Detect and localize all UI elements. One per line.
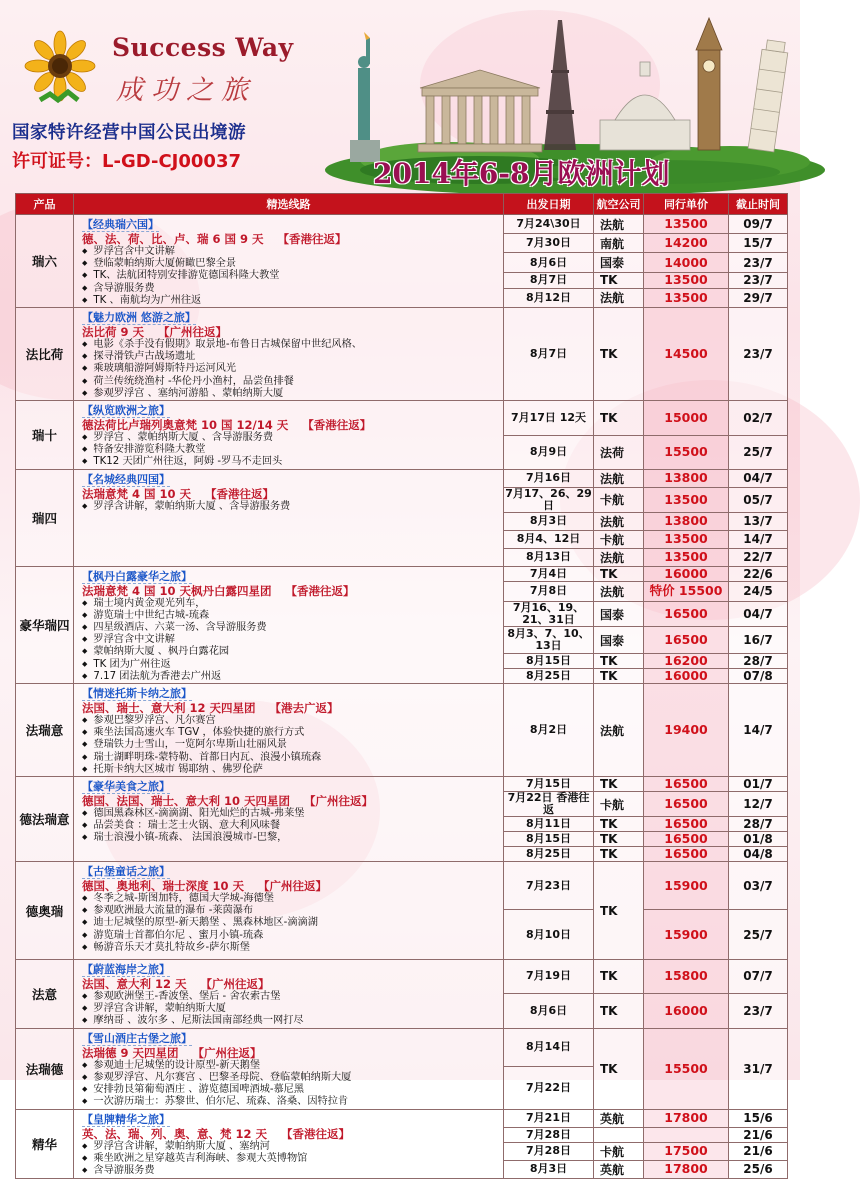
- deadline-cell: 23/7: [729, 308, 788, 401]
- route-highlight-item: ◆ 7.17 团法航为香港去广州返: [82, 671, 497, 683]
- route-highlight-item: ◆ TK12 天团广州往返，阿姆 -罗马不走回头: [82, 456, 497, 468]
- route-highlight-item: ◆ 游览瑞士首都伯尔尼 、蜜月小镇-琉森: [82, 930, 497, 942]
- table-header-row: [16, 194, 788, 215]
- departure-date: 7月4日: [504, 566, 594, 581]
- deadline-cell: 31/7: [729, 1028, 788, 1109]
- departure-date: 8月12日: [504, 288, 594, 307]
- price-cell: 16200: [644, 653, 729, 668]
- header-airline: 航空公司: [594, 194, 644, 215]
- departure-date: 8月11日: [504, 817, 594, 832]
- header-route: 精选线路: [74, 194, 504, 215]
- deadline-cell: 14/7: [729, 684, 788, 777]
- route-title-text: 法瑞意梵 4 国 10 天枫丹白露四星团: [82, 583, 272, 598]
- route-cell: [74, 1028, 504, 1109]
- departure-date: 7月19日: [504, 960, 594, 994]
- route-cell: [74, 401, 504, 470]
- route-highlight-item: ◆ 参观罗浮宫、凡尔赛宫 、巴黎圣母院、登临蒙帕纳斯大厦: [82, 1072, 497, 1084]
- airline-cell: 国泰: [594, 602, 644, 627]
- table-row: [16, 566, 788, 581]
- route-highlight-item: ◆ 特备安排游览科隆大教堂: [82, 444, 497, 456]
- deadline-cell: 14/7: [729, 530, 788, 548]
- airline-cell: TK: [594, 960, 644, 994]
- departure-date: 8月6日: [504, 993, 594, 1028]
- route-highlight-item: ◆ 安排勃艮第葡萄酒庄 、游览德国啤酒城-慕尼黑: [82, 1084, 497, 1096]
- price-cell: 14500: [644, 308, 729, 401]
- route-highlight-item: ◆ 四星级酒店、六菜一汤、含导游服务费: [82, 622, 497, 634]
- route-highlight-item: ◆ 参观欧洲堡王-香波堡、堡后 - 舍农索古堡: [82, 991, 497, 1003]
- sunflower-logo-icon: [20, 30, 100, 110]
- departure-date: 7月17日 12天: [504, 401, 594, 436]
- price-cell: 13800: [644, 512, 729, 530]
- deadline-cell: 01/8: [729, 832, 788, 847]
- route-highlights: [82, 893, 497, 954]
- departure-date: 8月9日: [504, 435, 594, 469]
- airline-cell: TK: [594, 272, 644, 288]
- route-highlight-item: ◆ 一次游历瑞士：苏黎世、伯尔尼、琉森、洛桑、因特拉肯: [82, 1096, 497, 1108]
- airline-cell: TK: [594, 862, 644, 960]
- table-row: [16, 684, 788, 777]
- product-cell: 德法瑞意: [16, 777, 74, 862]
- deadline-cell: 04/7: [729, 469, 788, 487]
- route-title-text: 德国、奥地利、瑞士深度 10 天: [82, 879, 245, 894]
- deadline-cell: 22/6: [729, 566, 788, 581]
- deadline-cell: 09/7: [729, 215, 788, 234]
- route-title-text: 英、法、瑞、列、奥、意、梵 12 天: [82, 1126, 268, 1141]
- route-title: [82, 487, 497, 501]
- route-departure: 【广州往返】: [192, 1045, 262, 1060]
- route-badge: 【名城经典四国】: [82, 472, 170, 486]
- route-highlight-item: ◆ 探寻滑铁卢古战场遗址: [82, 351, 497, 363]
- price-cell: 19400: [644, 684, 729, 777]
- route-highlight-item: ◆ 参观欧洲最大流量的瀑布 -莱茵瀑布: [82, 905, 497, 917]
- deadline-cell: 28/7: [729, 653, 788, 668]
- price-cell: 15900: [644, 910, 729, 960]
- route-highlight-item: ◆ 参观迪士尼城堡的设计原型-新天鹅堡: [82, 1060, 497, 1072]
- deadline-cell: 24/5: [729, 581, 788, 601]
- price-cell: 14000: [644, 253, 729, 272]
- departure-date: 7月30日: [504, 234, 594, 253]
- deadline-cell: 15/6: [729, 1109, 788, 1127]
- route-cell: [74, 862, 504, 960]
- route-departure: 【香港往返】: [302, 418, 372, 433]
- plan-title: 2014年6-8月欧洲计划: [373, 157, 670, 190]
- deadline-cell: 12/7: [729, 792, 788, 817]
- route-badge: 【情迷托斯卡纳之旅】: [82, 687, 192, 701]
- product-cell: 德奥瑞: [16, 862, 74, 960]
- price-cell: 15900: [644, 862, 729, 910]
- route-highlight-item: ◆ 瑞士湖畔明珠-蒙特勒、首都日内瓦、浪漫小镇琉森: [82, 752, 497, 764]
- deadline-cell: 29/7: [729, 288, 788, 307]
- route-cell: [74, 1109, 504, 1178]
- route-highlight-item: ◆ 乘玻璃船游阿姆斯特丹运河风光: [82, 363, 497, 375]
- route-highlights: [82, 598, 497, 683]
- departure-date: 8月25日: [504, 847, 594, 862]
- departure-date: 8月3日: [504, 512, 594, 530]
- license-number: 许可证号：L-GD-CJ00037: [12, 151, 241, 172]
- table-row: [16, 862, 788, 910]
- route-highlight-item: ◆ 德国黑森林区-滴滴湖、阳光灿烂的古城-弗莱堡: [82, 808, 497, 820]
- price-cell: 13800: [644, 469, 729, 487]
- deadline-cell: 23/7: [729, 272, 788, 288]
- route-highlight-item: ◆ 乘坐法国高速火车 TGV ，体验快捷的旅行方式: [82, 727, 497, 739]
- route-title: [82, 701, 497, 715]
- departure-date: 8月13日: [504, 548, 594, 566]
- product-cell: 法瑞意: [16, 684, 74, 777]
- deadline-cell: 07/7: [729, 960, 788, 994]
- route-title: [82, 418, 497, 432]
- route-badge: 【经典瑞六国】: [82, 218, 159, 231]
- route-highlight-item: ◆ 罗浮含讲解，蒙帕纳斯大厦 、含导游服务费: [82, 501, 497, 513]
- product-cell: 豪华瑞四: [16, 566, 74, 683]
- price-cell: 13500: [644, 288, 729, 307]
- price-cell: 16000: [644, 668, 729, 683]
- deadline-cell: 01/7: [729, 777, 788, 792]
- airline-cell: 英航: [594, 1160, 644, 1178]
- airline-cell: TK: [594, 847, 644, 862]
- brand-name-cn: 成功之旅: [116, 75, 256, 106]
- route-highlight-item: ◆ 荷兰传统绕渔村 -华伦丹小渔村，品尝鱼排餐: [82, 376, 497, 388]
- route-highlight-item: ◆ 参观罗浮宫 、塞纳河游船 、蒙帕纳斯大厦: [82, 388, 497, 400]
- departure-date: 8月7日: [504, 308, 594, 401]
- product-cell: 瑞十: [16, 401, 74, 470]
- airline-cell: TK: [594, 401, 644, 436]
- route-cell: [74, 308, 504, 401]
- departure-date: 8月15日: [504, 653, 594, 668]
- price-cell: 17500: [644, 1142, 729, 1160]
- departure-date: 8月2日: [504, 684, 594, 777]
- departure-date: 8月7日: [504, 272, 594, 288]
- route-highlight-item: ◆ 罗浮宫含中文讲解: [82, 634, 497, 646]
- price-cell: 16500: [644, 847, 729, 862]
- airline-cell: 法航: [594, 512, 644, 530]
- deadline-cell: 03/7: [729, 862, 788, 910]
- route-title-text: 德、法、荷、比、卢、瑞 6 国 9 天: [82, 232, 264, 246]
- route-badge: 【皇牌精华之旅】: [82, 1112, 170, 1126]
- price-cell: 15500: [644, 1028, 729, 1109]
- price-cell: 16500: [644, 602, 729, 627]
- deadline-cell: 04/7: [729, 602, 788, 627]
- route-highlights: [82, 1141, 497, 1178]
- airline-cell: TK: [594, 308, 644, 401]
- route-title-text: 法瑞德 9 天四星团: [82, 1045, 179, 1060]
- departure-date: 7月28日: [504, 1127, 594, 1142]
- price-cell: 15000: [644, 401, 729, 436]
- route-highlight-item: ◆ 冬季之城-斯图加特，德国大学城-海德堡: [82, 893, 497, 905]
- deadline-cell: 21/6: [729, 1142, 788, 1160]
- route-highlight-item: ◆ 罗浮宫 、蒙帕纳斯大厦 、含导游服务费: [82, 432, 497, 444]
- route-highlight-item: ◆ 参观巴黎罗浮宫、凡尔赛宫: [82, 715, 497, 727]
- deadline-cell: 13/7: [729, 512, 788, 530]
- route-title-text: 法瑞意梵 4 国 10 天: [82, 486, 192, 501]
- departure-date: 7月22日 香港往返: [504, 792, 594, 817]
- departure-date: 8月3、7、10、13日: [504, 627, 594, 653]
- price-cell: 13500: [644, 487, 729, 512]
- departure-date: 8月6日: [504, 253, 594, 272]
- route-title: [82, 1127, 497, 1141]
- route-badge: 【魅力欧洲 悠游之旅】: [82, 311, 196, 325]
- header: [0, 0, 800, 192]
- route-highlights: [82, 501, 497, 513]
- departure-date: 7月15日: [504, 777, 594, 792]
- airline-cell: 法航: [594, 684, 644, 777]
- route-departure: 【广州往返】: [158, 325, 228, 340]
- route-highlight-item: ◆ 乘坐欧洲之星穿越英吉利海峡、参观大英博物馆: [82, 1153, 497, 1165]
- route-title: [82, 1046, 497, 1060]
- price-cell: 13500: [644, 530, 729, 548]
- route-highlights: [82, 246, 497, 307]
- airline-cell: 国泰: [594, 253, 644, 272]
- price-cell: 16500: [644, 832, 729, 847]
- route-highlights: [82, 1060, 497, 1109]
- price-cell: [644, 1127, 729, 1142]
- airline-cell: 法航: [594, 469, 644, 487]
- price-cell: 14200: [644, 234, 729, 253]
- route-title: [82, 879, 497, 893]
- route-highlight-item: ◆ 摩纳哥 、波尔多 、尼斯法国南部经典一网打尽: [82, 1015, 497, 1027]
- airline-cell: [594, 1127, 644, 1142]
- route-title: [82, 977, 497, 991]
- table-row: [16, 308, 788, 401]
- route-highlight-item: ◆ 登临蒙帕纳斯大厦俯瞰巴黎全景: [82, 258, 497, 270]
- route-highlight-item: ◆ 托斯卡纳大区城市 锡耶纳 、佛罗伦萨: [82, 764, 497, 776]
- departure-date: 8月3日: [504, 1160, 594, 1178]
- product-cell: 瑞四: [16, 469, 74, 566]
- itinerary-table: [15, 193, 788, 1179]
- price-cell: 16500: [644, 777, 729, 792]
- license-title: 国家特许经营中国公民出境游: [12, 123, 246, 143]
- route-departure: 【广州往返】: [258, 879, 328, 894]
- airline-cell: TK: [594, 993, 644, 1028]
- airline-cell: 卡航: [594, 792, 644, 817]
- route-badge: 【蔚蓝海岸之旅】: [82, 963, 170, 977]
- route-departure: 【广州往返】: [304, 794, 374, 809]
- route-highlight-item: ◆ 畅游音乐天才莫扎特故乡-萨尔斯堡: [82, 942, 497, 954]
- price-cell: 16500: [644, 817, 729, 832]
- airline-cell: 法荷: [594, 435, 644, 469]
- route-highlight-item: ◆ 罗浮宫含讲解，蒙帕纳斯大厦 、塞纳河: [82, 1141, 497, 1153]
- price-cell: 15500: [644, 435, 729, 469]
- route-highlight-item: ◆ TK、法航团特别安排游览德国科隆大教堂: [82, 270, 497, 282]
- route-highlights: [82, 715, 497, 776]
- route-highlights: [82, 808, 497, 845]
- route-highlight-item: ◆ 瑞士境内黄金观光列车，: [82, 598, 497, 610]
- route-highlights: [82, 991, 497, 1028]
- departure-date: 8月4、12日: [504, 530, 594, 548]
- route-highlight-item: ◆ 含导游服务费: [82, 1165, 497, 1177]
- departure-date: 7月28日: [504, 1142, 594, 1160]
- airline-cell: 卡航: [594, 1142, 644, 1160]
- route-cell: [74, 469, 504, 566]
- departure-date: 7月16日: [504, 469, 594, 487]
- deadline-cell: 25/7: [729, 910, 788, 960]
- departure-date: 7月8日: [504, 581, 594, 601]
- airline-cell: 南航: [594, 234, 644, 253]
- table-row: [16, 960, 788, 994]
- table-row: [16, 1109, 788, 1127]
- departure-date: 7月17、26、29日: [505, 486, 592, 512]
- product-cell: 精华: [16, 1109, 74, 1178]
- deadline-cell: 25/6: [729, 1160, 788, 1178]
- route-departure: 【港去广返】: [269, 701, 339, 716]
- airline-cell: 法航: [594, 288, 644, 307]
- route-highlight-item: ◆ 电影《杀手没有假期》取景地-布鲁日古城保留中世纪风格、: [82, 339, 497, 351]
- table-row: [16, 401, 788, 436]
- route-highlights: [82, 432, 497, 469]
- airline-cell: 法航: [594, 581, 644, 601]
- airline-cell: TK: [594, 653, 644, 668]
- route-title-text: 德国、法国、瑞士、意大利 10 天四星团: [82, 794, 291, 809]
- departure-date: 7月22日: [504, 1067, 594, 1109]
- route-title: [82, 584, 497, 598]
- price-cell: 13500: [644, 215, 729, 234]
- deadline-cell: 16/7: [729, 627, 788, 653]
- route-departure: 【香港往返】: [277, 232, 347, 246]
- deadline-cell: 15/7: [729, 234, 788, 253]
- table-row: [16, 469, 788, 487]
- header-product: 产品: [16, 194, 74, 215]
- route-highlight-item: ◆ 罗浮宫含中文讲解: [82, 246, 497, 258]
- table-row: [16, 1028, 788, 1066]
- departure-date: 8月14日: [504, 1028, 594, 1066]
- route-badge: 【豪华美食之旅】: [82, 780, 170, 794]
- route-highlight-item: ◆ 蒙帕纳斯大厦 、枫丹白露花园: [82, 646, 497, 658]
- route-title: [82, 232, 497, 246]
- airline-cell: TK: [594, 566, 644, 581]
- product-cell: 法瑞德: [16, 1028, 74, 1109]
- departure-date: 8月25日: [504, 668, 594, 683]
- price-cell: 16000: [644, 566, 729, 581]
- price-cell: 16000: [644, 993, 729, 1028]
- price-cell: 17800: [644, 1160, 729, 1178]
- route-highlight-item: ◆ 品尝美食 ：瑞士芝士火锅、意大利风味餐: [82, 820, 497, 832]
- departure-date: 8月15日: [504, 832, 594, 847]
- airline-cell: TK: [594, 1028, 644, 1109]
- deadline-cell: 07/8: [729, 668, 788, 683]
- deadline-cell: 04/8: [729, 847, 788, 862]
- route-cell: [74, 215, 504, 308]
- route-departure: 【香港往返】: [205, 486, 275, 501]
- route-highlights: [82, 339, 497, 400]
- route-title: [82, 794, 497, 808]
- deadline-cell: 23/7: [729, 993, 788, 1028]
- header-price: 同行单价: [644, 194, 729, 215]
- price-cell: 16500: [644, 627, 729, 653]
- route-badge: 【纵览欧洲之旅】: [82, 404, 170, 418]
- route-highlight-item: ◆ 登瑞铁力士雪山，一览阿尔卑斯山壮丽风景: [82, 739, 497, 751]
- route-cell: [74, 684, 504, 777]
- airline-cell: TK: [594, 777, 644, 792]
- deadline-cell: 02/7: [729, 401, 788, 436]
- route-badge: 【古堡童话之旅】: [82, 865, 170, 879]
- route-departure: 【香港往返】: [281, 1126, 351, 1141]
- airline-cell: TK: [594, 832, 644, 847]
- route-highlight-item: ◆ 游览瑞士中世纪古城-琉森: [82, 610, 497, 622]
- price-cell: 16500: [644, 792, 729, 817]
- route-highlight-item: ◆ TK 、南航均为广州往返: [82, 295, 497, 307]
- airline-cell: 卡航: [594, 530, 644, 548]
- route-cell: [74, 566, 504, 683]
- price-cell: 特价 15500: [644, 581, 729, 601]
- route-title-text: 法国、意大利 12 天: [82, 977, 187, 992]
- deadline-cell: 25/7: [729, 435, 788, 469]
- airline-cell: TK: [594, 817, 644, 832]
- airline-cell: TK: [594, 668, 644, 683]
- header-deadline: 截止时间: [729, 194, 788, 215]
- route-title-text: 法比荷 9 天: [82, 325, 145, 340]
- route-title: [82, 325, 497, 339]
- route-highlight-item: ◆ 瑞士浪漫小镇-琉森、 法国浪漫城市-巴黎，: [82, 832, 497, 844]
- price-cell: 15800: [644, 960, 729, 994]
- route-highlight-item: ◆ 迪士尼城堡的原型-新天鹅堡 、黑森林地区-滴滴湖: [82, 917, 497, 929]
- header-date: 出发日期: [504, 194, 594, 215]
- product-cell: 法意: [16, 960, 74, 1029]
- brand-name-en: Success Way: [112, 33, 294, 62]
- airline-cell: 卡航: [594, 487, 644, 512]
- deadline-cell: 28/7: [729, 817, 788, 832]
- airline-cell: 国泰: [594, 627, 644, 653]
- route-badge: 【枫丹白露豪华之旅】: [82, 569, 192, 583]
- route-title-text: 德法荷比卢瑞列奥意梵 10 国 12/14 天: [82, 418, 289, 433]
- table-row: [16, 215, 788, 234]
- route-highlight-item: ◆ TK 团为广州往返: [82, 659, 497, 671]
- route-departure: 【香港往返】: [285, 583, 355, 598]
- departure-date: 7月23日: [504, 862, 594, 910]
- route-departure: 【广州往返】: [200, 977, 270, 992]
- price-cell: 13500: [644, 272, 729, 288]
- price-cell: 17800: [644, 1109, 729, 1127]
- departure-date: 8月10日: [504, 910, 594, 960]
- route-cell: [74, 960, 504, 1029]
- airline-cell: 法航: [594, 215, 644, 234]
- route-cell: [74, 777, 504, 862]
- deadline-cell: 21/6: [729, 1127, 788, 1142]
- product-cell: 瑞六: [16, 215, 74, 308]
- price-cell: 13500: [644, 548, 729, 566]
- departure-date: 7月24\30日: [504, 215, 594, 234]
- table-row: [16, 777, 788, 792]
- product-cell: 法比荷: [16, 308, 74, 401]
- airline-cell: 法航: [594, 548, 644, 566]
- route-badge: 【雪山酒庄古堡之旅】: [82, 1031, 192, 1045]
- deadline-cell: 05/7: [729, 487, 788, 512]
- route-highlight-item: ◆ 含导游服务费: [82, 283, 497, 295]
- deadline-cell: 23/7: [729, 253, 788, 272]
- departure-date: 7月21日: [504, 1109, 594, 1127]
- route-highlight-item: ◆ 罗浮宫含讲解，蒙帕纳斯大厦: [82, 1003, 497, 1015]
- route-title-text: 法国、瑞士、意大利 12 天四星团: [82, 701, 256, 716]
- airline-cell: 英航: [594, 1109, 644, 1127]
- deadline-cell: 22/7: [729, 548, 788, 566]
- departure-date: 7月16、19、21、31日: [504, 602, 594, 627]
